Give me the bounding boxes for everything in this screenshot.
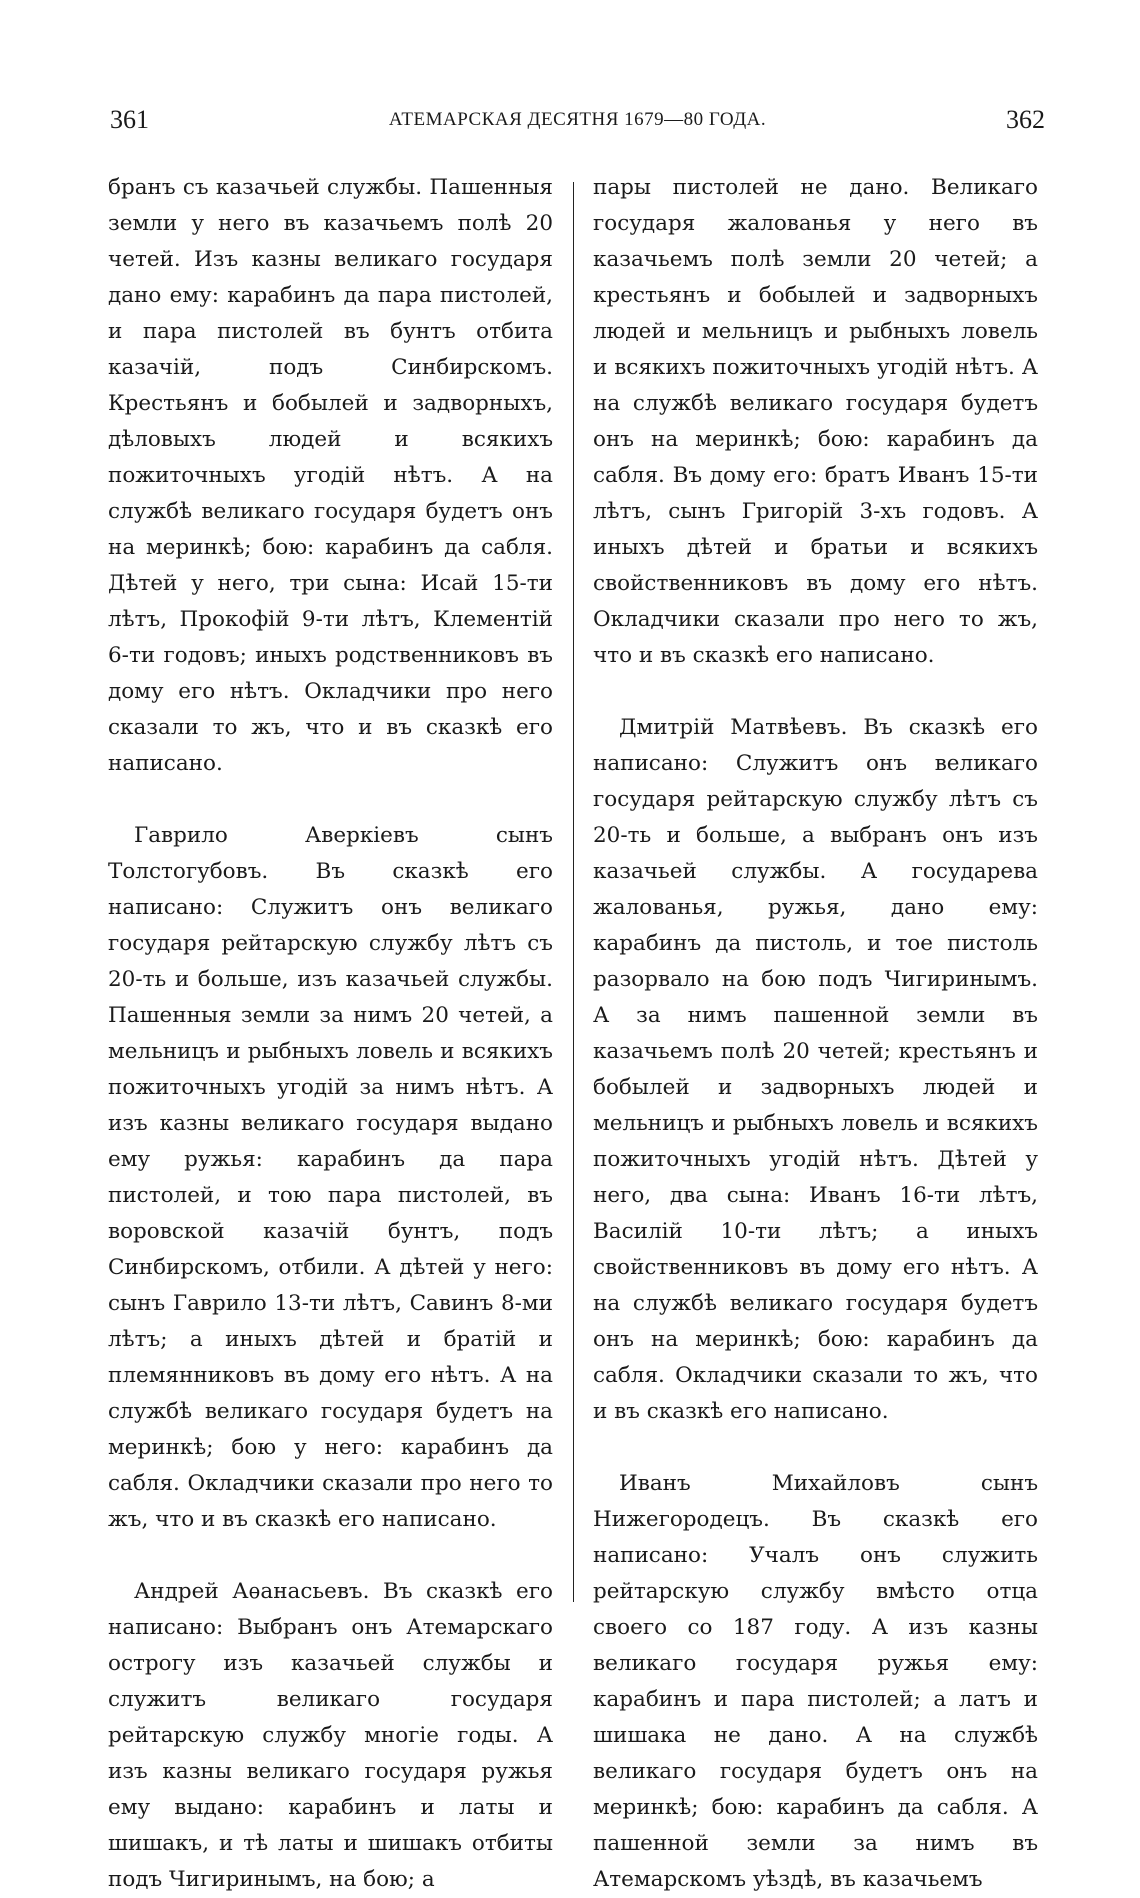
- text-columns: [108, 170, 1045, 1892]
- right-page-number: 362: [1006, 105, 1045, 134]
- running-header: [110, 100, 1045, 140]
- left-column: [108, 170, 553, 1898]
- entry-paragraph: Гаврило Аверкіевъ сынъ Толстогубовъ. Въ сказкѣ его написано: Служитъ онъ великаго государя рейтарскую службу лѣтъ съ 20-ть и больше, изъ казачьей службы. Пашенныя земли за нимъ 20 четей, а мельницъ и рыбныхъ ловель и всякихъ пожиточныхъ угодій за нимъ нѣтъ. А изъ казны великаго государя выдано ему ружья: карабинъ да пара пистолей, и тою пара пистолей, въ воровской казачій бунтъ, подъ Синбирскомъ, отбили. А дѣтей у него: сынъ Гаврило 13-ти лѣтъ, Савинъ 8-ми лѣтъ; а иныхъ дѣтей и братій и племянниковъ въ дому его нѣтъ. А на службѣ великаго государя будетъ на меринкѣ; бою у него: карабинъ да сабля. Окладчики сказали про него то жъ, что и въ сказкѣ его написано.: [108, 823, 553, 1532]
- right-column: [593, 170, 1038, 1898]
- column-divider: [573, 182, 574, 1602]
- continued-paragraph: пары пистолей не дано. Великаго государя жалованья у него въ казачьемъ полѣ земли 20 четей; а крестьянъ и бобылей и задворныхъ людей и мельницъ и рыбныхъ ловель и всякихъ пожиточныхъ угодій нѣтъ. А на службѣ великаго государя будетъ онъ на меринкѣ; бою: карабинъ да сабля. Въ дому его: братъ Иванъ 15-ти лѣтъ, сынъ Григорій 3-хъ годовъ. А иныхъ дѣтей и братьи и всякихъ свойственниковъ въ дому его нѣтъ. Окладчики сказали про него то жъ, что и въ сказкѣ его написано.: [593, 175, 1038, 668]
- running-title: АТЕМАРСКАЯ ДЕСЯТНЯ 1679—80 ГОДА.: [388, 109, 767, 130]
- left-page-number: 361: [110, 105, 149, 134]
- entry-paragraph: Дмитрій Матвѣевъ. Въ сказкѣ его написано: Служитъ онъ великаго государя рейтарскую службу лѣтъ съ 20-ть и больше, а выбранъ онъ изъ казачьей службы. А государева жалованья, ружья, дано ему: карабинъ да пистоль, и тое пистоль разорвало на бою подъ Чигиринымъ. А за нимъ пашенной земли въ казачьемъ полѣ 20 четей; крестьянъ и бобылей и задворныхъ людей и мельницъ и рыбныхъ ловель и всякихъ пожиточныхъ угодій нѣтъ. Дѣтей у него, два сына: Иванъ 16-ти лѣтъ, Василій 10-ти лѣтъ; а иныхъ свойственниковъ въ дому его нѣтъ. А на службѣ великаго государя будетъ онъ на меринкѣ; бою: карабинъ да сабля. Окладчики сказали то жъ, что и въ сказкѣ его написано.: [593, 715, 1038, 1424]
- entry-paragraph: Андрей Аѳанасьевъ. Въ сказкѣ его написано: Выбранъ онъ Атемарскаго острогу изъ казачьей службы и служитъ великаго государя рейтарскую службу многіе годы. А изъ казны великаго государя ружья ему выдано: карабинъ и латы и шишакъ, и тѣ латы и шишакъ отбиты подъ Чигиринымъ, на бою; а: [108, 1579, 553, 1892]
- continued-paragraph: бранъ съ казачьей службы. Пашенныя земли у него въ казачьемъ полѣ 20 четей. Изъ казны великаго государя дано ему: карабинъ да пара пистолей, и пара пистолей въ бунтъ отбита казачій, подъ Синбирскомъ. Крестьянъ и бобылей и задворныхъ, дѣловыхъ людей и всякихъ пожиточныхъ угодій нѣтъ. А на службѣ великаго государя будетъ онъ на меринкѣ; бою: карабинъ да сабля. Дѣтей у него, три сына: Исай 15-ти лѣтъ, Прокофій 9-ти лѣтъ, Клементій 6-ти годовъ; иныхъ родственниковъ въ дому его нѣтъ. Окладчики про него сказали то жъ, что и въ сказкѣ его написано.: [108, 175, 553, 776]
- entry-paragraph: Иванъ Михайловъ сынъ Нижегородецъ. Въ сказкѣ его написано: Учалъ онъ служить рейтарскую службу вмѣсто отца своего со 187 году. А изъ казны великаго государя ружья ему: карабинъ и пара пистолей; а латъ и шишака не дано. А на службѣ великаго государя будетъ онъ на меринкѣ; бою: карабинъ да сабля. А пашенной земли за нимъ въ Атемарскомъ уѣздѣ, въ казачьемъ: [593, 1471, 1038, 1892]
